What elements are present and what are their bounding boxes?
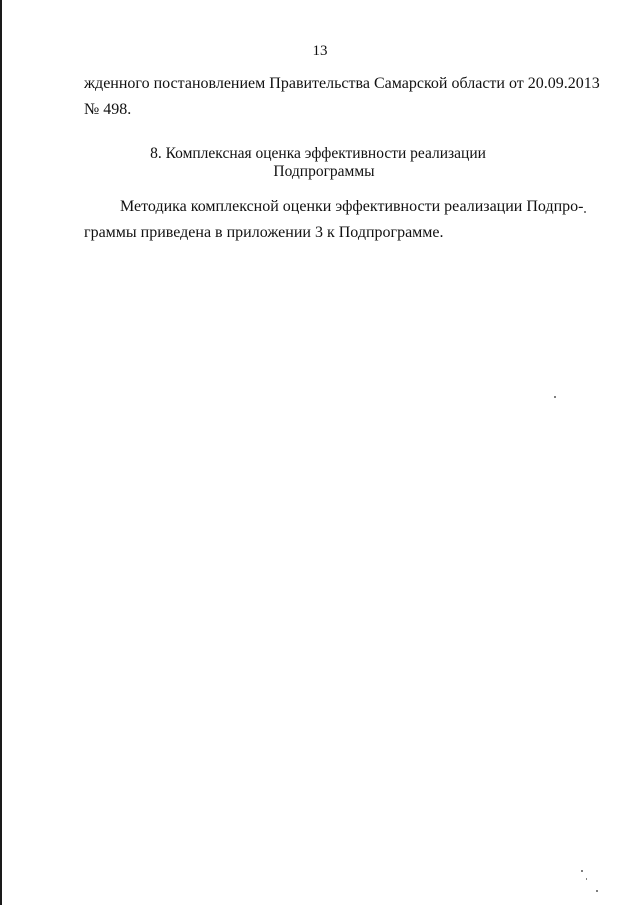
scan-speck bbox=[554, 396, 556, 398]
scan-speck bbox=[586, 878, 587, 880]
section-heading-continuation: Подпрограммы bbox=[273, 163, 375, 180]
body-text-line: № 498. bbox=[84, 101, 132, 118]
scan-speck bbox=[584, 211, 586, 213]
page-number: 13 bbox=[312, 43, 328, 59]
paragraph-line: граммы приведена в приложении 3 к Подпрограмме. bbox=[84, 224, 444, 241]
body-text-line: жденного постановлением Правительства Самарской области от 20.09.2013 bbox=[84, 75, 600, 92]
scan-left-border bbox=[0, 0, 2, 905]
scan-speck bbox=[596, 890, 598, 892]
scan-speck bbox=[581, 870, 583, 872]
section-heading: 8. Комплексная оценка эффективности реализации bbox=[150, 145, 486, 162]
paragraph-line: Методика комплексной оценки эффективности реализации Подпро- bbox=[120, 198, 584, 215]
